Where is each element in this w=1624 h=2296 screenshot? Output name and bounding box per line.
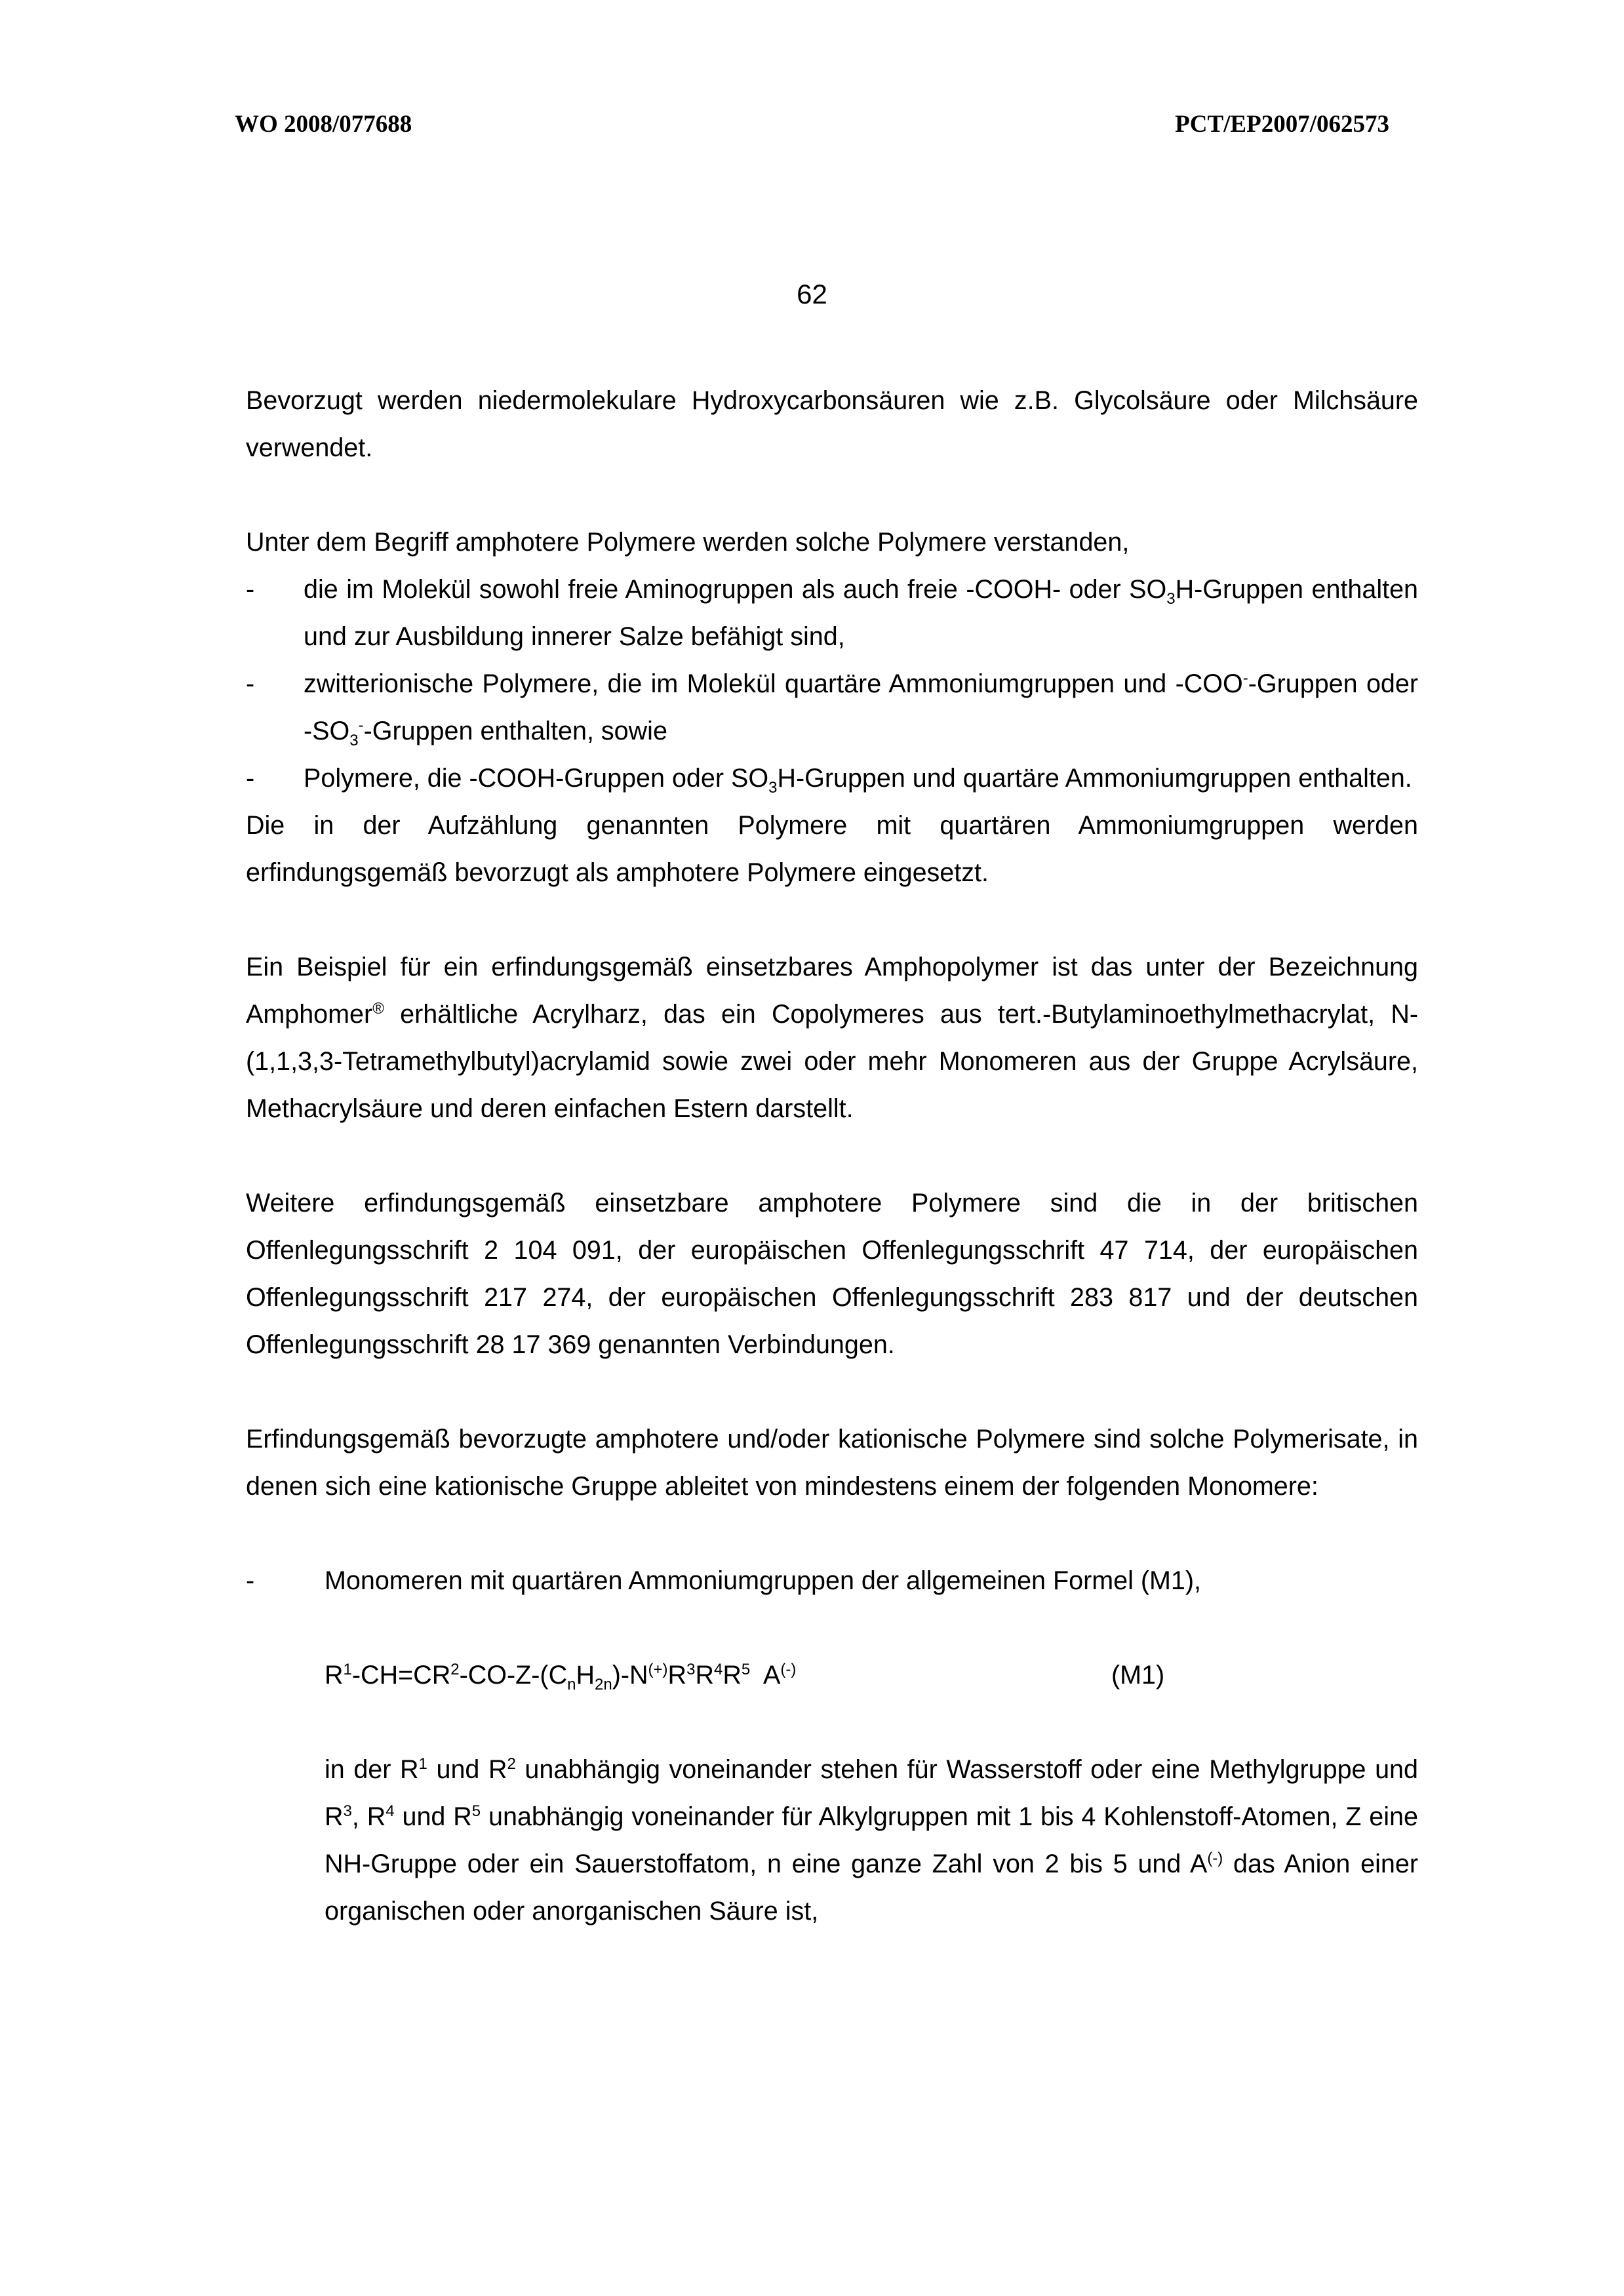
paragraph-amphotere-intro: Unter dem Begriff amphotere Polymere werden solche Polymere verstanden, xyxy=(246,528,1130,557)
formula-label: (M1) xyxy=(1111,1661,1165,1690)
list-item xyxy=(246,566,1418,660)
list-item-text: Monomeren mit quartären Ammoniumgruppen der allgemeinen Formel (M1), xyxy=(325,1566,1202,1595)
list-item-text: die im Molekül sowohl freie Aminogruppen als auch freie -COOH- oder $SO_3H$-Gruppen enthalten und zur Ausbildung innerer Salze befähigt sind, xyxy=(304,575,1419,651)
publication-number: WO 2008/077688 xyxy=(235,111,412,138)
paragraph-quartaere-bevorzugt: Die in der Aufzählung genannten Polymere mit quartären Ammoniumgruppen werden erfindungsgemäß bevorzugt als amphotere Polymere eingesetzt. xyxy=(246,811,1418,887)
list-item xyxy=(246,755,1418,802)
paragraph-amphomer: Ein Beispiel für ein erfindungsgemäß einsetzbares Amphopolymer ist das unter der Bezeichnung Amphomer® erhältliche Acrylharz, das ein Copolymeres aus tert.-Butylaminoethylmethacrylat, N-(1,1,3,3-Tetramethylbutyl)acrylamid sowie zwei oder mehr Monomeren aus der Gruppe Acrylsäure, Methacrylsäure und deren einfachen Estern darstellt. xyxy=(246,953,1418,1123)
application-number: PCT/EP2007/062573 xyxy=(1175,111,1389,138)
paragraph-offenlegungsschriften: Weitere erfindungsgemäß einsetzbare amphotere Polymere sind die in der britischen Offenlegungsschrift 2 104 091, der europäischen Offenlegungsschrift 47 714, der europäischen Offenlegungsschrift 217 274, der europäischen Offenlegungsschrift 283 817 und der deutschen Offenlegungsschrift 28 17 369 genannten Verbindungen. xyxy=(246,1189,1418,1359)
paragraph-m1-definitions: in der $R^1$ und $R^2$ unabhängig voneinander stehen für Wasserstoff oder eine Methylgruppe und $R^3$, $R^4$ und $R^5$ unabhängig voneinander für Alkylgruppen mit 1 bis 4 Kohlenstoff-Atomen, Z eine NH-Gruppe oder ein Sauerstoffatom, n eine ganze Zahl von 2 bis 5 und A(-) das Anion einer organischen oder anorganischen Säure ist, xyxy=(325,1754,1418,1926)
list-item-text: Polymere, die -COOH-Gruppen oder $SO_3H$-Gruppen und quartäre Ammoniumgruppen enthalten. xyxy=(304,764,1412,797)
page-number: 62 xyxy=(797,279,827,309)
paragraph-hydroxycarbonsaeuren: Bevorzugt werden niedermolekulare Hydroxycarbonsäuren wie z.B. Glycolsäure oder Milchsäure verwendet. xyxy=(246,386,1418,462)
registered-mark: ® xyxy=(372,999,384,1018)
document-body xyxy=(246,377,1418,1935)
bullet-dash: - xyxy=(246,575,255,604)
list-item xyxy=(246,660,1418,755)
formula-m1 xyxy=(325,1652,1418,1699)
bullet-dash: - xyxy=(246,669,255,698)
paragraph-kationische-polymere: Erfindungsgemäß bevorzugte amphotere und/oder kationische Polymere sind solche Polymerisate, in denen sich eine kationische Gruppe ableitet von mindestens einem der folgenden Monomere: xyxy=(246,1425,1418,1501)
bullet-dash: - xyxy=(246,1566,255,1595)
formula-expression: $R^1-CH=CR^2-CO-Z-(C_nH_{2n})-N^{(+)}R^3R^4R^5$ A(-) xyxy=(325,1660,797,1693)
bullet-dash: - xyxy=(246,764,255,793)
list-item-m1 xyxy=(246,1557,1418,1604)
list-item-text: zwitterionische Polymere, die im Molekül quartäre Ammoniumgruppen und -COO--Gruppen oder $-SO_3^-$-Gruppen enthalten, sowie xyxy=(304,669,1419,749)
